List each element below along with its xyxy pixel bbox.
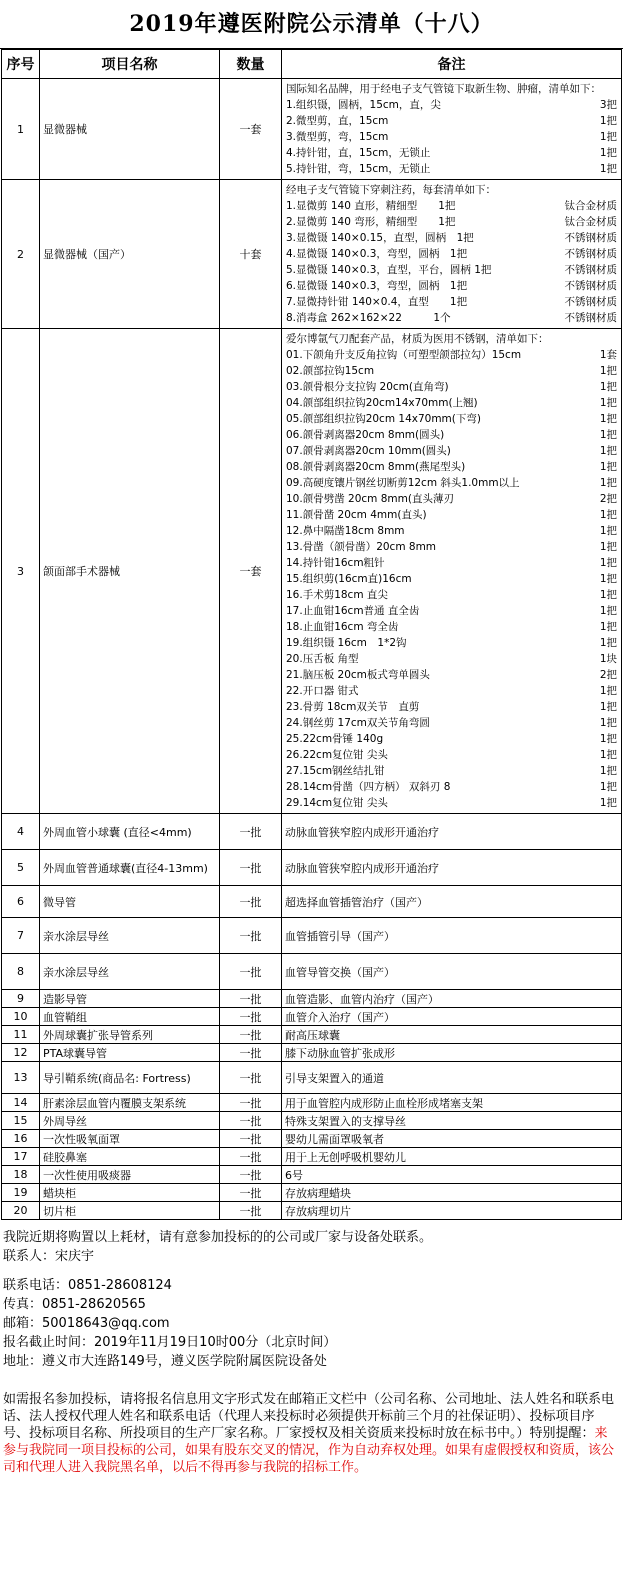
note-qty: 1把 — [599, 115, 617, 127]
note-text: 18.止血钳16cm 弯全齿 — [286, 621, 399, 633]
items-table — [1, 49, 622, 1220]
item-quantity: 一批 — [220, 990, 282, 1008]
note-line — [286, 161, 617, 177]
header-no: 序号 — [2, 50, 40, 79]
note-qty: 2把 — [599, 493, 617, 505]
item-note: 存放病理蜡块 — [282, 1184, 622, 1202]
footer-fax: 传真：0851-28620565 — [3, 1297, 146, 1312]
note-line — [286, 129, 617, 145]
note-line — [286, 763, 617, 779]
note-qty: 1把 — [599, 733, 617, 745]
row-number: 7 — [2, 918, 40, 954]
table-row — [2, 918, 622, 954]
note-line — [286, 214, 617, 230]
item-quantity: 一批 — [220, 918, 282, 954]
item-note: 用于血管腔内成形防止血栓形成堵塞支架 — [282, 1094, 622, 1112]
note-text: 10.颌骨劈凿 20cm 8mm(直头薄刃 — [286, 493, 454, 505]
note-line — [286, 555, 617, 571]
note-qty: 1把 — [599, 131, 617, 143]
note-qty: 2把 — [599, 669, 617, 681]
row-number: 12 — [2, 1044, 40, 1062]
row-number: 6 — [2, 886, 40, 918]
note-qty: 1把 — [599, 365, 617, 377]
note-qty: 不锈钢材质 — [564, 264, 617, 276]
header-qty: 数量 — [220, 50, 282, 79]
note-line — [286, 310, 617, 326]
note-text: 1.组织镊，圆柄，15cm，直，尖 — [286, 99, 441, 111]
footer-email: 邮箱：50018643@qq.com — [3, 1316, 170, 1331]
note-text: 17.止血钳16cm普通 直全齿 — [286, 605, 420, 617]
row-number: 19 — [2, 1184, 40, 1202]
footer-instructions — [3, 1391, 620, 1476]
item-name: 外周球囊扩张导管系列 — [40, 1026, 220, 1044]
item-note: 动脉血管狭窄腔内成形开通治疗 — [282, 850, 622, 886]
note-qty: 1把 — [599, 163, 617, 175]
note-line — [286, 507, 617, 523]
note-qty: 3把 — [599, 99, 617, 111]
note-qty: 1把 — [599, 445, 617, 457]
note-text: 27.15cm钢丝结扎钳 — [286, 765, 385, 777]
note-text: 25.22cm骨锤 140g — [286, 733, 384, 745]
item-name: 蜡块柜 — [40, 1184, 220, 1202]
row-number: 4 — [2, 814, 40, 850]
table-row — [2, 1112, 622, 1130]
row-number: 8 — [2, 954, 40, 990]
note-text: 09.高硬度镶片钢丝切断剪12cm 斜头1.0mm以上 — [286, 477, 520, 489]
row-number: 9 — [2, 990, 40, 1008]
item-quantity: 一批 — [220, 1026, 282, 1044]
note-line — [286, 443, 617, 459]
note-text: 2.显微剪 140 弯形，精细型 1把 — [286, 216, 456, 228]
note-text: 16.手术剪18cm 直尖 — [286, 589, 388, 601]
note-qty: 不锈钢材质 — [564, 232, 617, 244]
note-text: 22.开口器 钳式 — [286, 685, 359, 697]
row-number: 13 — [2, 1062, 40, 1094]
item-quantity: 一套 — [220, 79, 282, 180]
table-row — [2, 990, 622, 1008]
item-name: 血管鞘组 — [40, 1008, 220, 1026]
note-text: 06.颌骨剥离器20cm 8mm(圆头) — [286, 429, 445, 441]
note-line — [286, 539, 617, 555]
note-text: 国际知名品牌，用于经电子支气管镜下取新生物、肿瘤，清单如下： — [286, 83, 601, 95]
table-row — [2, 180, 622, 329]
table-row — [2, 1166, 622, 1184]
note-qty: 1把 — [599, 589, 617, 601]
table-row — [2, 1044, 622, 1062]
table-row — [2, 1094, 622, 1112]
item-name: 一次性吸氧面罩 — [40, 1130, 220, 1148]
note-line — [286, 278, 617, 294]
item-note: 血管造影、血管内治疗（国产） — [282, 990, 622, 1008]
note-line — [286, 182, 617, 198]
item-note: 耐高压球囊 — [282, 1026, 622, 1044]
note-qty: 不锈钢材质 — [564, 280, 617, 292]
note-text: 21.脑压板 20cm板式弯单圆头 — [286, 669, 430, 681]
item-quantity: 一批 — [220, 1166, 282, 1184]
item-note: 超选择血管插管治疗（国产） — [282, 886, 622, 918]
table-header-row — [2, 50, 622, 79]
note-text: 26.22cm复位钳 尖头 — [286, 749, 388, 761]
note-line — [286, 587, 617, 603]
note-line — [286, 731, 617, 747]
row-number: 5 — [2, 850, 40, 886]
note-text: 2.微型剪，直，15cm — [286, 115, 389, 127]
note-qty: 钛合金材质 — [564, 200, 617, 212]
note-text: 1.显微剪 140 直形，精细型 1把 — [286, 200, 456, 212]
table-row — [2, 814, 622, 850]
note-text: 6.显微镊 140×0.3，弯型，圆柄 1把 — [286, 280, 468, 292]
item-name: 显微器械 — [40, 79, 220, 180]
note-line — [286, 347, 617, 363]
note-text: 29.14cm复位钳 尖头 — [286, 797, 388, 809]
note-text: 15.组织剪(16cm直)16cm — [286, 573, 412, 585]
note-line — [286, 603, 617, 619]
item-name: 微导管 — [40, 886, 220, 918]
item-quantity: 一批 — [220, 814, 282, 850]
note-qty: 1块 — [599, 653, 617, 665]
row-number: 20 — [2, 1202, 40, 1220]
item-note: 6号 — [282, 1166, 622, 1184]
item-note: 血管插管引导（国产） — [282, 918, 622, 954]
item-note: 膝下动脉血管扩张成形 — [282, 1044, 622, 1062]
note-line — [286, 683, 617, 699]
item-note: 存放病理切片 — [282, 1202, 622, 1220]
item-note: 特殊支架置入的支撑导丝 — [282, 1112, 622, 1130]
note-text: 02.颌部拉钩15cm — [286, 365, 375, 377]
note-text: 04.颌部组织拉钩20cm14x70mm(上翘) — [286, 397, 478, 409]
item-quantity: 一批 — [220, 1008, 282, 1026]
note-line — [286, 475, 617, 491]
item-note: 血管介入治疗（国产） — [282, 1008, 622, 1026]
item-quantity: 一批 — [220, 886, 282, 918]
note-qty: 1把 — [599, 717, 617, 729]
note-line — [286, 651, 617, 667]
note-line — [286, 97, 617, 113]
item-quantity: 一批 — [220, 954, 282, 990]
note-qty: 1把 — [599, 781, 617, 793]
item-quantity: 一批 — [220, 1184, 282, 1202]
note-text: 08.颌骨剥离器20cm 8mm(燕尾型头) — [286, 461, 466, 473]
table-row — [2, 329, 622, 814]
note-qty: 1把 — [599, 381, 617, 393]
note-line — [286, 379, 617, 395]
note-line — [286, 262, 617, 278]
note-qty: 1套 — [599, 349, 617, 361]
item-name: 显微器械（国产） — [40, 180, 220, 329]
table-row — [2, 1202, 622, 1220]
note-text: 12.鼻中隔凿18cm 8mm — [286, 525, 405, 537]
footer-phone: 联系电话：0851-28608124 — [3, 1278, 172, 1293]
table-row — [2, 850, 622, 886]
item-quantity: 一批 — [220, 1130, 282, 1148]
note-qty: 钛合金材质 — [564, 216, 617, 228]
row-number: 10 — [2, 1008, 40, 1026]
item-note: 婴幼儿需面罩吸氧者 — [282, 1130, 622, 1148]
row-number: 16 — [2, 1130, 40, 1148]
note-line — [286, 230, 617, 246]
note-line — [286, 294, 617, 310]
note-qty: 1把 — [599, 685, 617, 697]
note-text: 24.钢丝剪 17cm双关节角弯圆 — [286, 717, 430, 729]
item-quantity: 一批 — [220, 1044, 282, 1062]
note-line — [286, 523, 617, 539]
note-line — [286, 427, 617, 443]
note-qty: 1把 — [599, 797, 617, 809]
item-note: 引导支架置入的通道 — [282, 1062, 622, 1094]
table-row — [2, 1148, 622, 1166]
note-qty: 1把 — [599, 477, 617, 489]
row-number: 3 — [2, 329, 40, 814]
note-qty: 1把 — [599, 509, 617, 521]
note-qty: 不锈钢材质 — [564, 296, 617, 308]
item-name: 颌面部手术器械 — [40, 329, 220, 814]
item-name: 外周导丝 — [40, 1112, 220, 1130]
note-line — [286, 491, 617, 507]
note-text: 19.组织镊 16cm 1*2钩 — [286, 637, 407, 649]
note-qty: 1把 — [599, 557, 617, 569]
note-line — [286, 331, 617, 347]
note-line — [286, 246, 617, 262]
note-qty: 1把 — [599, 701, 617, 713]
row-number: 2 — [2, 180, 40, 329]
table-row — [2, 954, 622, 990]
note-line — [286, 571, 617, 587]
row-number: 18 — [2, 1166, 40, 1184]
row-number: 17 — [2, 1148, 40, 1166]
note-text: 3.显微镊 140×0.15，直型，圆柄 1把 — [286, 232, 474, 244]
table-row — [2, 1008, 622, 1026]
note-qty: 1把 — [599, 637, 617, 649]
page-title: 2019年遵医附院公示清单（十八） — [0, 0, 623, 49]
note-line — [286, 619, 617, 635]
item-quantity: 一批 — [220, 1148, 282, 1166]
row-number: 14 — [2, 1094, 40, 1112]
row-number: 15 — [2, 1112, 40, 1130]
note-text: 7.显微持针钳 140×0.4，直型 1把 — [286, 296, 468, 308]
item-name: 亲水涂层导丝 — [40, 954, 220, 990]
warning-text: 来参与我院同一项目投标的公司，如果有股东交叉的情况，作为自动弃权处理。如果有虚假授权和资质，该公司和代理人进入我院黑名单，以后不得再参与我院的招标工作。 — [3, 1426, 615, 1475]
note-text: 4.持针钳，直，15cm，无锁止 — [286, 147, 431, 159]
item-quantity: 十套 — [220, 180, 282, 329]
table-row — [2, 1184, 622, 1202]
item-quantity: 一批 — [220, 850, 282, 886]
note-qty: 1把 — [599, 605, 617, 617]
item-note: 动脉血管狭窄腔内成形开通治疗 — [282, 814, 622, 850]
item-name: 外周血管小球囊 (直径<4mm) — [40, 814, 220, 850]
note-text: 3.微型剪，弯，15cm — [286, 131, 389, 143]
table-row — [2, 1026, 622, 1044]
item-quantity: 一批 — [220, 1062, 282, 1094]
note-text: 23.骨剪 18cm双关节 直剪 — [286, 701, 420, 713]
item-notes — [282, 180, 622, 329]
note-line — [286, 145, 617, 161]
note-text: 5.持针钳，弯，15cm，无锁止 — [286, 163, 431, 175]
note-qty: 1把 — [599, 147, 617, 159]
footer — [0, 1220, 623, 1478]
item-notes — [282, 79, 622, 180]
item-name: 切片柜 — [40, 1202, 220, 1220]
note-qty: 1把 — [599, 765, 617, 777]
footer-deadline: 报名截止时间：2019年11月19日10时00分（北京时间） — [3, 1335, 337, 1350]
note-text: 4.显微镊 140×0.3，弯型，圆柄 1把 — [286, 248, 468, 260]
footer-intro: 我院近期将购置以上耗材，请有意参加投标的的公司或厂家与设备处联系。 — [3, 1230, 433, 1245]
note-qty: 1把 — [599, 429, 617, 441]
note-qty: 1把 — [599, 621, 617, 633]
header-name: 项目名称 — [40, 50, 220, 79]
note-line — [286, 198, 617, 214]
note-qty: 1把 — [599, 749, 617, 761]
item-name: 硅胶鼻塞 — [40, 1148, 220, 1166]
item-quantity: 一批 — [220, 1112, 282, 1130]
note-text: 8.消毒盒 262×162×22 1个 — [286, 312, 451, 324]
note-line — [286, 715, 617, 731]
note-line — [286, 395, 617, 411]
table-row — [2, 1062, 622, 1094]
item-name: 造影导管 — [40, 990, 220, 1008]
note-text: 03.颌骨根分支拉钩 20cm(直角弯) — [286, 381, 449, 393]
note-qty: 1把 — [599, 525, 617, 537]
note-line — [286, 747, 617, 763]
item-name: 一次性使用吸痰器 — [40, 1166, 220, 1184]
item-notes — [282, 329, 622, 814]
note-line — [286, 81, 617, 97]
item-quantity: 一套 — [220, 329, 282, 814]
note-qty: 不锈钢材质 — [564, 312, 617, 324]
table-row — [2, 79, 622, 180]
note-text: 爱尔博氩气刀配套产品，材质为医用不锈钢，清单如下： — [286, 333, 549, 345]
note-line — [286, 411, 617, 427]
item-note: 用于上无创呼吸机婴幼儿 — [282, 1148, 622, 1166]
note-text: 07.颌骨剥离器20cm 10mm(圆头) — [286, 445, 451, 457]
note-qty: 不锈钢材质 — [564, 248, 617, 260]
note-qty: 1把 — [599, 573, 617, 585]
note-line — [286, 635, 617, 651]
item-quantity: 一批 — [220, 1094, 282, 1112]
note-line — [286, 459, 617, 475]
item-name: 亲水涂层导丝 — [40, 918, 220, 954]
row-number: 1 — [2, 79, 40, 180]
note-line — [286, 699, 617, 715]
note-text: 01.下颌角升支反角拉钩（可塑型颌部拉勾）15cm — [286, 349, 522, 361]
note-text: 11.颌骨凿 20cm 4mm(直头) — [286, 509, 427, 521]
table-row — [2, 1130, 622, 1148]
instructions-text: 如需报名参加投标，请将报名信息用文字形式发在邮箱正文栏中（公司名称、公司地址、法人姓名和联系电话、法人授权代理人姓名和联系电话（代理人来投标时必须提供开标前三个月的社保证明）、投标项目序号、投标项目名称、所投项目的生产厂家名称。厂家授权及相关资质来投标时放在标书中。）特别提醒： — [3, 1392, 615, 1441]
note-qty: 1把 — [599, 397, 617, 409]
item-quantity: 一批 — [220, 1202, 282, 1220]
note-text: 20.压舌板 角型 — [286, 653, 359, 665]
item-name: 肝素涂层血管内覆膜支架系统 — [40, 1094, 220, 1112]
row-number: 11 — [2, 1026, 40, 1044]
note-line — [286, 779, 617, 795]
header-note: 备注 — [282, 50, 622, 79]
note-text: 13.骨凿（颌骨凿）20cm 8mm — [286, 541, 437, 553]
table-row — [2, 886, 622, 918]
footer-contact: 联系人：宋庆宇 — [3, 1249, 95, 1264]
item-name: PTA球囊导管 — [40, 1044, 220, 1062]
note-qty: 1把 — [599, 461, 617, 473]
item-name: 外周血管普通球囊(直径4-13mm) — [40, 850, 220, 886]
item-note: 血管导管交换（国产） — [282, 954, 622, 990]
note-text: 14.持针钳16cm粗针 — [286, 557, 385, 569]
note-text: 5.显微镊 140×0.3，直型，平台，圆柄 1把 — [286, 264, 492, 276]
note-line — [286, 113, 617, 129]
footer-address: 地址：遵义市大连路149号，遵义医学院附属医院设备处 — [3, 1354, 327, 1369]
note-qty: 1把 — [599, 413, 617, 425]
note-text: 经电子支气管镜下穿刺注药，每套清单如下： — [286, 184, 496, 196]
note-line — [286, 667, 617, 683]
note-text: 28.14cm骨凿（四方柄） 双斜刃 8 — [286, 781, 451, 793]
note-line — [286, 363, 617, 379]
note-qty: 1把 — [599, 541, 617, 553]
note-line — [286, 795, 617, 811]
item-name: 导引鞘系统(商品名: Fortress) — [40, 1062, 220, 1094]
note-text: 05.颌部组织拉钩20cm 14x70mm(下弯) — [286, 413, 481, 425]
